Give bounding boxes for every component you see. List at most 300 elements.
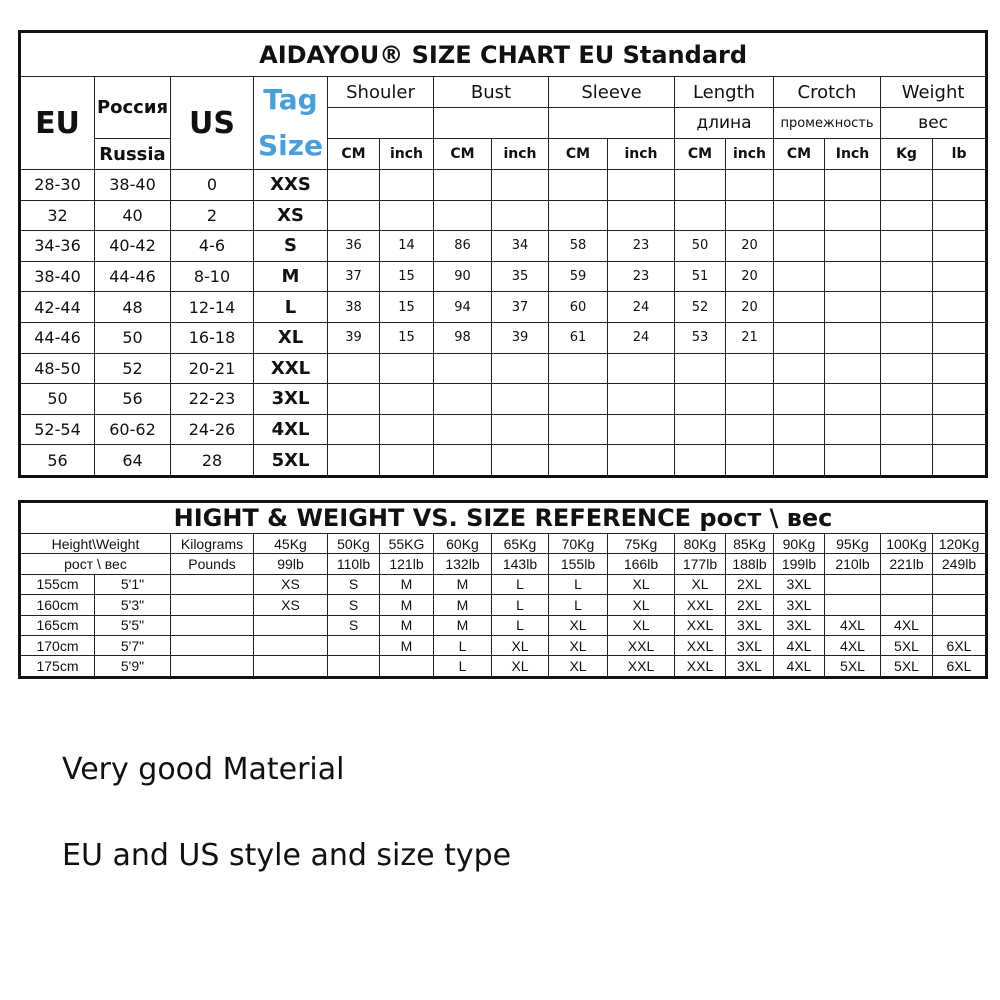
- size-reference-cell: 4XL: [825, 635, 881, 655]
- measurement-cell: [933, 170, 987, 201]
- eu-size-cell: 56: [20, 445, 95, 477]
- hw-header-kg: 100Kg: [881, 534, 933, 554]
- tag-size-cell: L: [254, 292, 328, 323]
- us-size-cell: 24-26: [171, 414, 254, 445]
- measurement-cell: [881, 200, 933, 231]
- measurement-cell: 59: [549, 261, 608, 292]
- measurement-cell: [608, 414, 675, 445]
- measurement-cell: 14: [380, 231, 434, 262]
- unit-cell: inch: [726, 139, 774, 170]
- russia-header-cyrillic: Россия: [95, 77, 171, 139]
- russia-size-cell: 60-62: [95, 414, 171, 445]
- hw-header-kg: 95Kg: [825, 534, 881, 554]
- hw-header-kg: 80Kg: [675, 534, 726, 554]
- size-reference-cell: L: [492, 595, 549, 615]
- tag-size-cell: M: [254, 261, 328, 292]
- note-material: Very good Material: [62, 752, 345, 787]
- height-ft-cell: 5'1": [95, 574, 171, 594]
- measurement-cell: [549, 445, 608, 477]
- measurement-cell: [549, 414, 608, 445]
- measurement-cell: 24: [608, 322, 675, 353]
- size-reference-cell: XXL: [675, 656, 726, 677]
- size-reference-cell: [380, 656, 434, 677]
- height-ft-cell: 5'7": [95, 635, 171, 655]
- size-reference-cell: M: [434, 595, 492, 615]
- measurement-cell: 39: [328, 322, 380, 353]
- size-reference-cell: [881, 595, 933, 615]
- size-reference-cell: [825, 574, 881, 594]
- measurement-cell: [774, 292, 825, 323]
- measurement-cell: [549, 353, 608, 384]
- us-size-cell: 20-21: [171, 353, 254, 384]
- size-reference-cell: XL: [549, 656, 608, 677]
- measurement-cell: [434, 170, 492, 201]
- size-chart-table: [18, 30, 988, 478]
- size-reference-cell: XL: [549, 615, 608, 635]
- size-reference-cell: [933, 574, 987, 594]
- measurement-cell: [825, 200, 881, 231]
- hw-header-pounds: Pounds: [171, 554, 254, 574]
- tag-size-header: [254, 77, 328, 170]
- hw-header-lb: 121lb: [380, 554, 434, 574]
- measurement-cell: 90: [434, 261, 492, 292]
- measurement-cell: [675, 384, 726, 415]
- size-reference-cell: M: [434, 574, 492, 594]
- size-reference-cell: L: [492, 574, 549, 594]
- measurement-cell: [825, 445, 881, 477]
- measurement-cell: [933, 322, 987, 353]
- size-reference-cell: 4XL: [825, 615, 881, 635]
- measurement-cell: [434, 414, 492, 445]
- tag-size-cell: 3XL: [254, 384, 328, 415]
- hw-header-kg: 45Kg: [254, 534, 328, 554]
- size-reference-cell: [881, 574, 933, 594]
- measurement-cell: 24: [608, 292, 675, 323]
- size-reference-cell: L: [434, 656, 492, 677]
- measurement-cell: [774, 353, 825, 384]
- hw-header-lb: 199lb: [774, 554, 825, 574]
- height-cm-cell: 175cm: [20, 656, 95, 677]
- measurement-cell: [933, 231, 987, 262]
- measurement-cell: [328, 445, 380, 477]
- measurement-cell: [726, 200, 774, 231]
- size-reference-cell: [254, 615, 328, 635]
- measurement-cell: [825, 261, 881, 292]
- hw-header-russian: рост \ вес: [20, 554, 171, 574]
- bust-sub: [434, 108, 549, 139]
- unit-cell: inch: [380, 139, 434, 170]
- tag-size-cell: S: [254, 231, 328, 262]
- measurement-cell: [881, 384, 933, 415]
- eu-size-cell: 52-54: [20, 414, 95, 445]
- eu-size-cell: 32: [20, 200, 95, 231]
- measurement-cell: [608, 200, 675, 231]
- measurement-cell: [492, 170, 549, 201]
- measurement-cell: [726, 384, 774, 415]
- measurement-cell: 37: [328, 261, 380, 292]
- size-reference-cell: S: [328, 615, 380, 635]
- measurement-cell: [380, 200, 434, 231]
- size-reference-cell: 6XL: [933, 635, 987, 655]
- measurement-cell: [726, 353, 774, 384]
- length-russian: длина: [675, 108, 774, 139]
- us-size-cell: 2: [171, 200, 254, 231]
- size-reference-cell: 5XL: [881, 635, 933, 655]
- measurement-cell: [608, 384, 675, 415]
- size-row: [20, 322, 987, 353]
- tag-label: Tag: [263, 83, 318, 116]
- size-reference-cell: [171, 615, 254, 635]
- size-reference-cell: [171, 656, 254, 677]
- measurement-cell: 21: [726, 322, 774, 353]
- height-ft-cell: 5'5": [95, 615, 171, 635]
- measurement-cell: [380, 170, 434, 201]
- size-reference-cell: 3XL: [774, 615, 825, 635]
- tag-size-cell: 4XL: [254, 414, 328, 445]
- measurement-cell: [549, 384, 608, 415]
- measurement-cell: 61: [549, 322, 608, 353]
- measurement-cell: 23: [608, 261, 675, 292]
- unit-cell: CM: [675, 139, 726, 170]
- measurement-cell: [774, 414, 825, 445]
- height-cm-cell: 155cm: [20, 574, 95, 594]
- measurement-cell: [380, 353, 434, 384]
- hw-header-height-weight: Height\Weight: [20, 534, 171, 554]
- measurement-cell: [492, 445, 549, 477]
- measurement-cell: [825, 322, 881, 353]
- size-reference-cell: XS: [254, 574, 328, 594]
- measurement-cell: [726, 445, 774, 477]
- measurement-cell: [774, 384, 825, 415]
- size-reference-cell: [328, 656, 380, 677]
- us-size-cell: 4-6: [171, 231, 254, 262]
- weight-russian: вес: [881, 108, 987, 139]
- measurement-cell: [933, 353, 987, 384]
- size-reference-cell: L: [492, 615, 549, 635]
- hw-row: [20, 615, 987, 635]
- measurement-cell: [380, 384, 434, 415]
- measurement-cell: [549, 200, 608, 231]
- measurement-cell: 15: [380, 261, 434, 292]
- size-reference-cell: 4XL: [774, 656, 825, 677]
- size-reference-cell: XL: [608, 615, 675, 635]
- crotch-russian: промежность: [774, 108, 881, 139]
- hw-header-lb: 166lb: [608, 554, 675, 574]
- measurement-cell: [881, 445, 933, 477]
- measurement-cell: [492, 384, 549, 415]
- measurement-cell: [675, 445, 726, 477]
- us-header: US: [171, 77, 254, 170]
- hw-header-lb: 110lb: [328, 554, 380, 574]
- measurement-cell: 35: [492, 261, 549, 292]
- size-row: [20, 231, 987, 262]
- size-reference-cell: 4XL: [774, 635, 825, 655]
- size-row: [20, 292, 987, 323]
- size-chart-title: AIDAYOU® SIZE CHART EU Standard: [20, 32, 987, 77]
- unit-cell: Kg: [881, 139, 933, 170]
- eu-size-cell: 48-50: [20, 353, 95, 384]
- measurement-cell: [825, 170, 881, 201]
- measurement-cell: [434, 353, 492, 384]
- hw-row: [20, 574, 987, 594]
- size-row: [20, 170, 987, 201]
- hw-header-lb: 99lb: [254, 554, 328, 574]
- size-reference-cell: S: [328, 574, 380, 594]
- height-weight-table: [18, 500, 988, 679]
- russia-size-cell: 40: [95, 200, 171, 231]
- hw-header-lb: 132lb: [434, 554, 492, 574]
- length-header: Length: [675, 77, 774, 108]
- size-reference-cell: M: [380, 574, 434, 594]
- us-size-cell: 28: [171, 445, 254, 477]
- russia-size-cell: 48: [95, 292, 171, 323]
- eu-size-cell: 42-44: [20, 292, 95, 323]
- russia-size-cell: 38-40: [95, 170, 171, 201]
- size-reference-cell: XXL: [675, 595, 726, 615]
- measurement-cell: [549, 170, 608, 201]
- height-cm-cell: 170cm: [20, 635, 95, 655]
- size-reference-cell: [328, 635, 380, 655]
- eu-size-cell: 44-46: [20, 322, 95, 353]
- measurement-cell: [774, 445, 825, 477]
- measurement-cell: 98: [434, 322, 492, 353]
- size-reference-cell: M: [434, 615, 492, 635]
- size-reference-cell: XL: [675, 574, 726, 594]
- us-size-cell: 12-14: [171, 292, 254, 323]
- measurement-cell: [825, 384, 881, 415]
- measurement-cell: [774, 261, 825, 292]
- sleeve-sub: [549, 108, 675, 139]
- unit-cell: inch: [608, 139, 675, 170]
- height-ft-cell: 5'9": [95, 656, 171, 677]
- measurement-cell: [933, 261, 987, 292]
- measurement-cell: [825, 353, 881, 384]
- measurement-cell: [608, 445, 675, 477]
- size-reference-cell: 5XL: [881, 656, 933, 677]
- measurement-cell: [881, 353, 933, 384]
- hw-header-kg: 60Kg: [434, 534, 492, 554]
- measurement-cell: 39: [492, 322, 549, 353]
- hw-header-kg: 85Kg: [726, 534, 774, 554]
- measurement-cell: [328, 384, 380, 415]
- hw-header-kilograms: Kilograms: [171, 534, 254, 554]
- measurement-cell: [608, 170, 675, 201]
- measurement-cell: [881, 170, 933, 201]
- russia-size-cell: 56: [95, 384, 171, 415]
- measurement-cell: [774, 231, 825, 262]
- size-row: [20, 261, 987, 292]
- size-reference-cell: L: [549, 595, 608, 615]
- shoulder-header: Shouler: [328, 77, 434, 108]
- hw-row: [20, 595, 987, 615]
- measurement-cell: [492, 414, 549, 445]
- us-size-cell: 0: [171, 170, 254, 201]
- size-reference-cell: XL: [549, 635, 608, 655]
- measurement-cell: [825, 292, 881, 323]
- size-row: [20, 384, 987, 415]
- measurement-cell: 51: [675, 261, 726, 292]
- size-row: [20, 353, 987, 384]
- measurement-cell: 15: [380, 322, 434, 353]
- size-reference-cell: 3XL: [726, 656, 774, 677]
- hw-header-kg: 50Kg: [328, 534, 380, 554]
- measurement-cell: 52: [675, 292, 726, 323]
- measurement-cell: [328, 414, 380, 445]
- sleeve-header: Sleeve: [549, 77, 675, 108]
- measurement-cell: [881, 322, 933, 353]
- shoulder-sub: [328, 108, 434, 139]
- hw-row: [20, 656, 987, 677]
- measurement-cell: [881, 414, 933, 445]
- size-reference-cell: 2XL: [726, 595, 774, 615]
- size-reference-cell: 3XL: [726, 615, 774, 635]
- russia-size-cell: 52: [95, 353, 171, 384]
- eu-size-cell: 34-36: [20, 231, 95, 262]
- unit-cell: Inch: [825, 139, 881, 170]
- size-reference-cell: 3XL: [774, 595, 825, 615]
- size-reference-cell: 3XL: [726, 635, 774, 655]
- measurement-cell: 60: [549, 292, 608, 323]
- hw-header-lb: 188lb: [726, 554, 774, 574]
- size-reference-cell: XS: [254, 595, 328, 615]
- size-reference-cell: XL: [608, 574, 675, 594]
- hw-header-kg: 90Kg: [774, 534, 825, 554]
- hw-header-kg: 120Kg: [933, 534, 987, 554]
- size-reference-cell: 3XL: [774, 574, 825, 594]
- size-reference-cell: XXL: [675, 635, 726, 655]
- size-label: Size: [257, 129, 324, 162]
- measurement-cell: [434, 200, 492, 231]
- us-size-cell: 16-18: [171, 322, 254, 353]
- size-reference-cell: 2XL: [726, 574, 774, 594]
- eu-size-cell: 38-40: [20, 261, 95, 292]
- measurement-cell: [380, 445, 434, 477]
- hw-header-lb: 155lb: [549, 554, 608, 574]
- size-reference-cell: XXL: [608, 635, 675, 655]
- unit-cell: lb: [933, 139, 987, 170]
- size-reference-cell: XL: [608, 595, 675, 615]
- hw-header-kg: 70Kg: [549, 534, 608, 554]
- measurement-cell: 86: [434, 231, 492, 262]
- measurement-cell: [881, 292, 933, 323]
- measurement-cell: [675, 200, 726, 231]
- hw-header-kg: 55KG: [380, 534, 434, 554]
- russia-header-latin: Russia: [95, 139, 171, 170]
- size-reference-cell: 6XL: [933, 656, 987, 677]
- hw-header-lb: 177lb: [675, 554, 726, 574]
- weight-header: Weight: [881, 77, 987, 108]
- size-reference-cell: [171, 574, 254, 594]
- crotch-header: Crotch: [774, 77, 881, 108]
- measurement-cell: [675, 414, 726, 445]
- hw-row: [20, 635, 987, 655]
- tag-size-cell: 5XL: [254, 445, 328, 477]
- measurement-cell: 94: [434, 292, 492, 323]
- measurement-cell: 20: [726, 292, 774, 323]
- size-reference-cell: [933, 595, 987, 615]
- unit-cell: CM: [328, 139, 380, 170]
- measurement-cell: 38: [328, 292, 380, 323]
- eu-header: EU: [20, 77, 95, 170]
- measurement-cell: 50: [675, 231, 726, 262]
- height-ft-cell: 5'3": [95, 595, 171, 615]
- size-reference-cell: M: [380, 635, 434, 655]
- measurement-cell: [328, 170, 380, 201]
- hw-header-lb: 210lb: [825, 554, 881, 574]
- unit-cell: CM: [549, 139, 608, 170]
- measurement-cell: [774, 322, 825, 353]
- tag-size-cell: XXS: [254, 170, 328, 201]
- unit-cell: CM: [434, 139, 492, 170]
- measurement-cell: [881, 231, 933, 262]
- measurement-cell: [492, 200, 549, 231]
- size-reference-cell: XL: [492, 635, 549, 655]
- hw-header-lb: 221lb: [881, 554, 933, 574]
- note-style: EU and US style and size type: [62, 838, 512, 873]
- eu-size-cell: 28-30: [20, 170, 95, 201]
- measurement-cell: [933, 414, 987, 445]
- size-reference-cell: [933, 615, 987, 635]
- size-row: [20, 200, 987, 231]
- hw-header-kg: 75Kg: [608, 534, 675, 554]
- eu-size-cell: 50: [20, 384, 95, 415]
- size-row: [20, 445, 987, 477]
- height-cm-cell: 160cm: [20, 595, 95, 615]
- unit-cell: CM: [774, 139, 825, 170]
- measurement-cell: [774, 170, 825, 201]
- measurement-cell: [675, 170, 726, 201]
- measurement-cell: [726, 170, 774, 201]
- unit-cell: inch: [492, 139, 549, 170]
- us-size-cell: 8-10: [171, 261, 254, 292]
- measurement-cell: 53: [675, 322, 726, 353]
- measurement-cell: 58: [549, 231, 608, 262]
- measurement-cell: [726, 414, 774, 445]
- measurement-cell: [933, 292, 987, 323]
- measurement-cell: [675, 353, 726, 384]
- us-size-cell: 22-23: [171, 384, 254, 415]
- tag-size-cell: XL: [254, 322, 328, 353]
- tag-size-cell: XS: [254, 200, 328, 231]
- measurement-cell: [933, 384, 987, 415]
- measurement-cell: 20: [726, 261, 774, 292]
- russia-size-cell: 44-46: [95, 261, 171, 292]
- size-reference-cell: XL: [492, 656, 549, 677]
- size-reference-cell: [825, 595, 881, 615]
- size-reference-cell: 5XL: [825, 656, 881, 677]
- russia-size-cell: 50: [95, 322, 171, 353]
- measurement-cell: 23: [608, 231, 675, 262]
- measurement-cell: 20: [726, 231, 774, 262]
- measurement-cell: [328, 200, 380, 231]
- size-reference-cell: [171, 595, 254, 615]
- measurement-cell: [825, 414, 881, 445]
- measurement-cell: [825, 231, 881, 262]
- russia-size-cell: 40-42: [95, 231, 171, 262]
- size-reference-cell: S: [328, 595, 380, 615]
- measurement-cell: [328, 353, 380, 384]
- measurement-cell: [608, 353, 675, 384]
- size-reference-cell: M: [380, 615, 434, 635]
- measurement-cell: [774, 200, 825, 231]
- measurement-cell: [881, 261, 933, 292]
- measurement-cell: 37: [492, 292, 549, 323]
- measurement-cell: [933, 445, 987, 477]
- russia-size-cell: 64: [95, 445, 171, 477]
- size-reference-cell: 4XL: [881, 615, 933, 635]
- height-cm-cell: 165cm: [20, 615, 95, 635]
- measurement-cell: 15: [380, 292, 434, 323]
